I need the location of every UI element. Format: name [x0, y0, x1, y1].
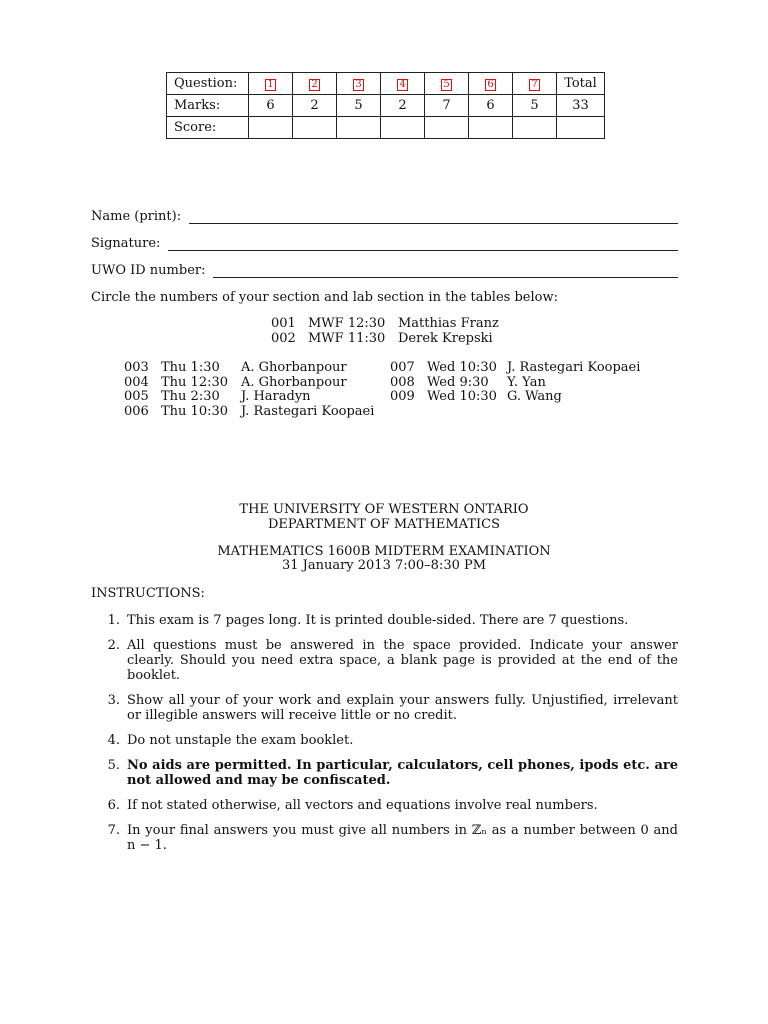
- total-label: Total: [557, 73, 605, 95]
- section-number[interactable]: 001: [271, 316, 296, 331]
- score-cell[interactable]: [469, 117, 513, 139]
- marks-cell: 5: [337, 95, 381, 117]
- total-score-cell[interactable]: [557, 117, 605, 139]
- section-time: MWF 11:30: [308, 330, 386, 346]
- marks-cell: 6: [469, 95, 513, 117]
- instruction-text: Show all your of your work and explain your answers fully. Unjustified, irrelevant or illegible answers will receive little or no credit.: [127, 693, 678, 723]
- question-label: Question:: [167, 73, 249, 95]
- instruction-text: This exam is 7 pages long. It is printed double-sided. There are 7 questions.: [127, 613, 629, 628]
- question-link-3[interactable]: 3: [355, 79, 362, 90]
- lecture-sections: [271, 317, 499, 346]
- section-row[interactable]: [390, 376, 640, 391]
- instruction-text: All questions must be answered in the space provided. Indicate your answer clearly. Should you need extra space, a blank page is provided at the end of the booklet.: [127, 638, 678, 683]
- section-row[interactable]: [390, 390, 640, 405]
- question-link-1[interactable]: 1: [267, 79, 274, 90]
- section-time: Wed 9:30: [427, 374, 489, 390]
- section-time: Thu 2:30: [161, 389, 220, 404]
- score-cell[interactable]: [381, 117, 425, 139]
- section-row[interactable]: [390, 361, 640, 376]
- signature-label: Signature:: [91, 236, 161, 251]
- instruction-item: [91, 758, 678, 788]
- instruction-item: [91, 798, 678, 813]
- signature-line[interactable]: [168, 236, 678, 251]
- instruction-item: [91, 638, 678, 683]
- name-field[interactable]: [91, 204, 678, 224]
- signature-field[interactable]: [91, 231, 678, 251]
- circle-instruction: Circle the numbers of your section and lab section in the tables below:: [91, 290, 558, 305]
- instruction-number: 6.: [107, 798, 120, 813]
- instruction-number: 7.: [107, 823, 120, 838]
- question-link-6[interactable]: 6: [487, 79, 494, 90]
- section-instructor: J. Rastegari Koopaei: [241, 403, 375, 419]
- question-link-5[interactable]: 5: [443, 79, 450, 90]
- section-instructor: J. Haradyn: [241, 389, 311, 404]
- uwo-id-field[interactable]: [91, 258, 678, 278]
- score-label: Score:: [167, 117, 249, 139]
- section-time: MWF 12:30: [308, 316, 386, 331]
- section-instructor: A. Ghorbanpour: [241, 360, 347, 375]
- instruction-text: Do not unstaple the exam booklet.: [127, 733, 354, 748]
- university-name: THE UNIVERSITY OF WESTERN ONTARIO: [239, 502, 529, 517]
- instruction-text: In your final answers you must give all numbers in ℤₙ as a number between 0 and n − 1.: [127, 823, 678, 853]
- section-time: Wed 10:30: [427, 389, 497, 404]
- section-instructor: Y. Yan: [507, 374, 546, 390]
- marks-cell: 7: [425, 95, 469, 117]
- lab-sections-right: [390, 361, 640, 405]
- total-marks: 33: [557, 95, 605, 117]
- section-time: Thu 1:30: [161, 360, 220, 375]
- section-number[interactable]: 004: [124, 374, 149, 390]
- score-cell[interactable]: [513, 117, 557, 139]
- marks-cell: 6: [249, 95, 293, 117]
- section-row[interactable]: [124, 361, 374, 376]
- name-line[interactable]: [189, 209, 678, 224]
- section-instructor: J. Rastegari Koopaei: [507, 360, 641, 375]
- instruction-text: If not stated otherwise, all vectors and equations involve real numbers.: [127, 798, 598, 813]
- score-table: [166, 72, 605, 139]
- section-number[interactable]: 002: [271, 330, 296, 346]
- section-row[interactable]: [271, 332, 499, 347]
- question-row: [167, 73, 605, 95]
- section-instructor: A. Ghorbanpour: [241, 374, 347, 390]
- question-link-2[interactable]: 2: [311, 79, 318, 90]
- score-cell[interactable]: [249, 117, 293, 139]
- section-row[interactable]: [124, 405, 374, 420]
- section-instructor: Derek Krepski: [398, 330, 493, 346]
- instruction-item: [91, 693, 678, 723]
- section-row[interactable]: [124, 390, 374, 405]
- question-link-4[interactable]: 4: [399, 79, 406, 90]
- section-time: Thu 10:30: [161, 403, 229, 419]
- instruction-item: [91, 733, 678, 748]
- score-cell[interactable]: [337, 117, 381, 139]
- section-instructor: G. Wang: [507, 389, 562, 404]
- section-row[interactable]: [271, 317, 499, 332]
- question-link-7[interactable]: 7: [531, 79, 538, 90]
- exam-title: MATHEMATICS 1600B MIDTERM EXAMINATION: [217, 544, 551, 559]
- instruction-number: 1.: [107, 613, 120, 628]
- section-number[interactable]: 009: [390, 389, 415, 404]
- marks-cell: 2: [381, 95, 425, 117]
- marks-cell: 5: [513, 95, 557, 117]
- marks-label: Marks:: [167, 95, 249, 117]
- name-label: Name (print):: [91, 209, 182, 224]
- section-time: Thu 12:30: [161, 374, 229, 390]
- uwo-id-label: UWO ID number:: [91, 263, 206, 278]
- marks-cell: 2: [293, 95, 337, 117]
- instruction-number: 3.: [107, 693, 120, 708]
- score-row: [167, 117, 605, 139]
- instruction-number: 5.: [107, 758, 120, 773]
- instruction-number: 2.: [107, 638, 120, 653]
- exam-date: 31 January 2013 7:00–8:30 PM: [281, 558, 487, 573]
- section-number[interactable]: 007: [390, 360, 415, 375]
- uwo-id-line[interactable]: [213, 263, 678, 278]
- section-number[interactable]: 006: [124, 403, 149, 419]
- lab-sections-left: [124, 361, 374, 419]
- section-number[interactable]: 005: [124, 389, 149, 404]
- instruction-item: [91, 613, 678, 628]
- section-time: Wed 10:30: [427, 360, 497, 375]
- score-cell[interactable]: [293, 117, 337, 139]
- marks-row: [167, 95, 605, 117]
- section-number[interactable]: 003: [124, 360, 149, 375]
- instruction-text: No aids are permitted. In particular, calculators, cell phones, ipods etc. are not allowed and may be confiscated.: [127, 758, 678, 788]
- instruction-item: [91, 823, 678, 853]
- section-number[interactable]: 008: [390, 374, 415, 390]
- department-name: DEPARTMENT OF MATHEMATICS: [267, 517, 500, 532]
- section-instructor: Matthias Franz: [398, 316, 499, 331]
- instructions-heading: INSTRUCTIONS:: [91, 586, 205, 601]
- score-cell[interactable]: [425, 117, 469, 139]
- instructions-list: [91, 613, 678, 863]
- section-row[interactable]: [124, 376, 374, 391]
- instruction-number: 4.: [107, 733, 120, 748]
